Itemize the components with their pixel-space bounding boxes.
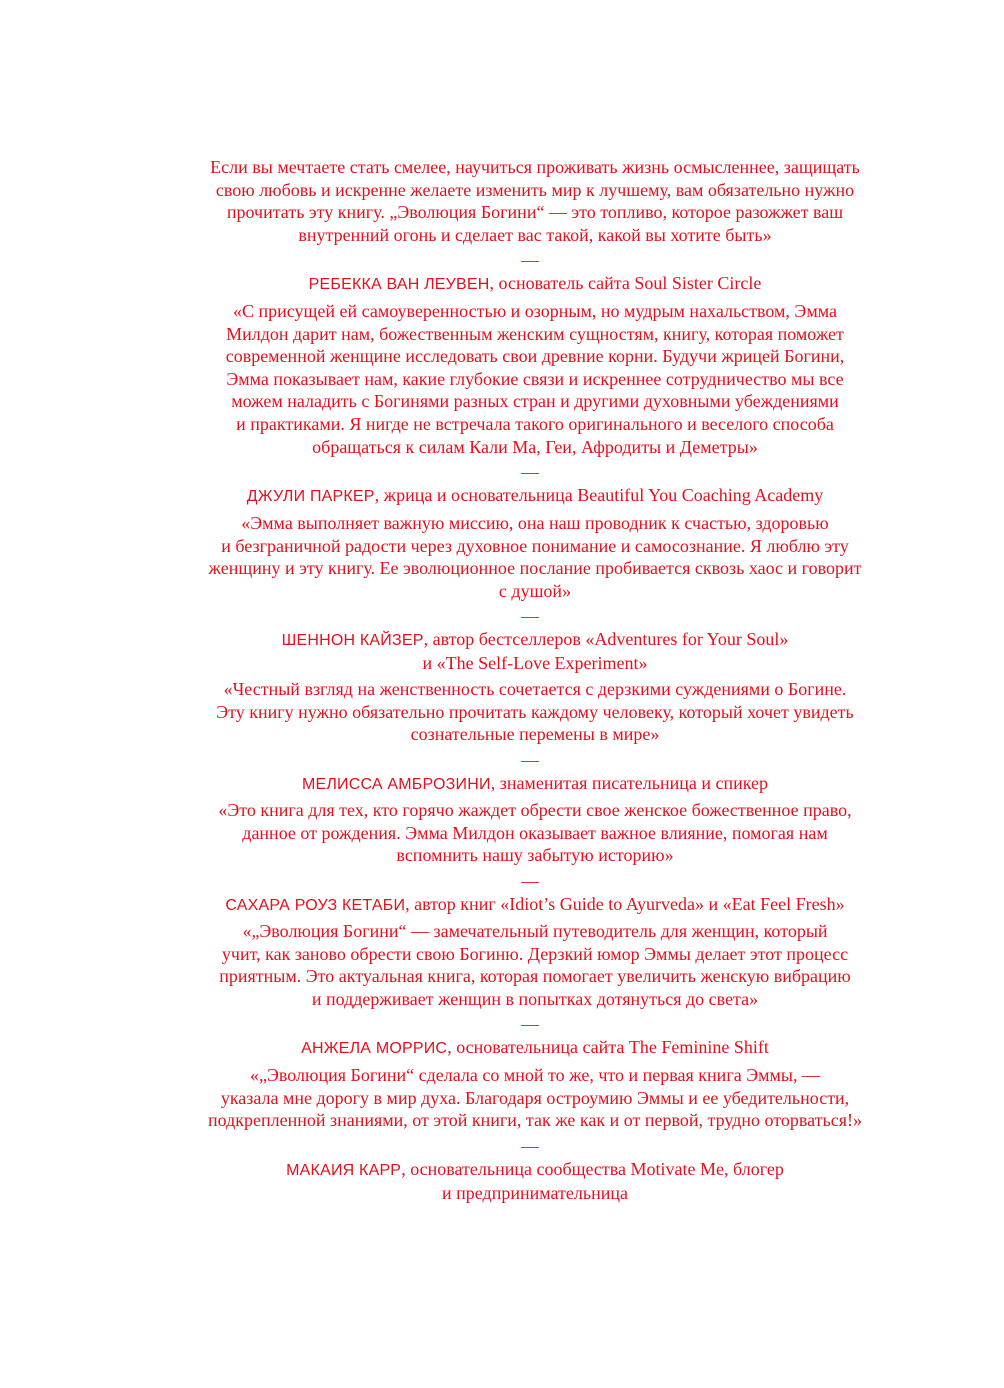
quote-line: «Эмма выполняет важную миссию, она наш проводник к счастью, здоровью (241, 513, 829, 533)
quote-line: и безграничной радости через духовное понимание и самосознание. Я люблю эту (221, 535, 849, 556)
author-description: , автор книг «Idiot’s Guide to Ayurveda» и «Eat Feel Fresh» (405, 893, 845, 914)
testimonial-attribution (150, 749, 920, 796)
quote-line: подкрепленной знаниями, от этой книги, так же как и от первой, трудно оторваться!» (207, 1110, 863, 1131)
testimonial-quote (150, 156, 920, 246)
author-name: АНЖЕЛА МОРРИС (301, 1040, 448, 1058)
testimonial-block (150, 1064, 920, 1205)
testimonial-quote (150, 678, 920, 746)
quote-line: «С присущей ей самоуверенностью и озорным, но мудрым нахальством, Эмма (233, 301, 837, 321)
testimonial-quote (150, 300, 920, 458)
author-name: МЕЛИССА АМБРОЗИНИ (301, 775, 491, 793)
author-name: РЕБЕККА ВАН ЛЕУВЕН (308, 276, 490, 294)
author-name: МАКАИЯ КАРР (286, 1161, 402, 1179)
quote-line: вспомнить нашу забытую историю» (396, 845, 674, 866)
em-dash: — (521, 1135, 539, 1156)
em-dash: — (521, 462, 539, 483)
testimonial-quote (150, 920, 920, 1010)
attribution-line-2: и «The Self-Love Experiment» (422, 653, 648, 674)
testimonial-attribution (150, 461, 920, 508)
quote-line: женщину и эту книгу. Ее эволюционное послание пробивается сквозь хаос и говорит (208, 558, 862, 579)
testimonial-quote (150, 512, 920, 602)
quote-line: современной женщине исследовать свои древние корни. Будучи жрицей Богини, (225, 346, 845, 367)
testimonial-quote (150, 1064, 920, 1132)
testimonial-attribution (150, 1013, 920, 1060)
testimonial-quote (150, 799, 920, 867)
testimonial-block (150, 156, 920, 296)
attribution-line (150, 749, 920, 796)
attribution-line (150, 1135, 920, 1182)
quote-line: Если вы мечтаете стать смелее, научиться проживать жизнь осмысленнее, защищать (210, 157, 860, 177)
quote-line: Эмма показывает нам, какие глубокие связи и искреннее сотрудничество мы все (226, 368, 844, 389)
em-dash: — (521, 250, 539, 271)
attribution-line (150, 249, 920, 296)
quote-line: указала мне дорогу в мир духа. Благодаря остроумию Эммы и ее убедительности, (220, 1087, 850, 1108)
quote-line: можем наладить с Богинями разных стран и другими духовными убеждениями (231, 391, 839, 412)
testimonial-attribution (150, 1135, 920, 1205)
testimonial-block (150, 920, 920, 1060)
quote-line: «„Эволюция Богини“ сделала со мной то же, что и первая книга Эммы, — (250, 1065, 820, 1085)
testimonial-attribution (150, 605, 920, 675)
attribution-line (150, 605, 920, 652)
quote-line: и практиками. Я нигде не встречала такого оригинального и веселого способа (236, 413, 834, 434)
testimonial-block (150, 678, 920, 796)
author-description: , основательница сайта The Feminine Shift (447, 1037, 769, 1058)
attribution-line (150, 1013, 920, 1060)
em-dash: — (521, 870, 539, 891)
quote-line: свою любовь и искренне желаете изменить мир к лучшему, вам обязательно нужно (215, 179, 855, 200)
quote-line: и поддерживает женщин в попытках дотянуться до света» (311, 988, 759, 1009)
testimonial-block (150, 512, 920, 675)
author-description: , основательница сообщества Motivate Me, блогер (401, 1158, 784, 1179)
quote-line: сознательные перемены в мире» (410, 724, 660, 745)
quote-line: Милдон дарит нам, божественным женским сущностям, книгу, которая поможет (226, 323, 844, 344)
testimonial-block (150, 300, 920, 508)
quote-line: приятным. Это актуальная книга, которая помогает увеличить женскую вибрацию (219, 966, 851, 987)
quote-line: внутренний огонь и сделает вас такой, какой вы хотите быть» (298, 224, 772, 245)
quote-line: прочитать эту книгу. „Эволюция Богини“ — это топливо, которое разожжет ваш (226, 202, 844, 223)
testimonial-block (150, 799, 920, 917)
author-name: САХАРА РОУЗ КЕТАБИ (225, 896, 406, 914)
attribution-line (150, 461, 920, 508)
quote-line: «Это книга для тех, кто горячо жаждет обрести свое женское божественное право, (218, 800, 852, 820)
quote-line: Эту книгу нужно обязательно прочитать каждому человеку, который хочет увидеть (216, 701, 854, 722)
attribution-line-2: и предпринимательница (442, 1182, 628, 1203)
quote-line: «„Эволюция Богини“ — замечательный путеводитель для женщин, который (242, 921, 828, 941)
quote-line: учит, как заново обрести свою Богиню. Дерзкий юмор Эммы делает этот процесс (221, 943, 849, 964)
quote-line: «Честный взгляд на женственность сочетается с дерзкими суждениями о Богине. (223, 679, 847, 699)
author-name: ШЕННОН КАЙЗЕР (281, 632, 424, 650)
testimonial-attribution (150, 249, 920, 296)
quote-line: с душой» (498, 580, 572, 601)
author-description: , знаменитая писательница и спикер (490, 772, 769, 793)
quote-line: данное от рождения. Эмма Милдон оказывает важное влияние, помогая нам (242, 822, 828, 843)
quote-line: обращаться к силам Кали Ма, Геи, Афродиты и Деметры» (312, 436, 758, 457)
author-description: , основатель сайта Soul Sister Circle (489, 273, 762, 294)
testimonial-attribution (150, 870, 920, 917)
attribution-line (150, 870, 920, 917)
author-description: , жрица и основательница Beautiful You Coaching Academy (374, 485, 824, 506)
em-dash: — (521, 606, 539, 627)
em-dash: — (521, 1014, 539, 1035)
author-name: ДЖУЛИ ПАРКЕР (246, 488, 375, 506)
author-description: , автор бестселлеров «Adventures for Your Soul» (423, 629, 789, 650)
em-dash: — (521, 749, 539, 770)
